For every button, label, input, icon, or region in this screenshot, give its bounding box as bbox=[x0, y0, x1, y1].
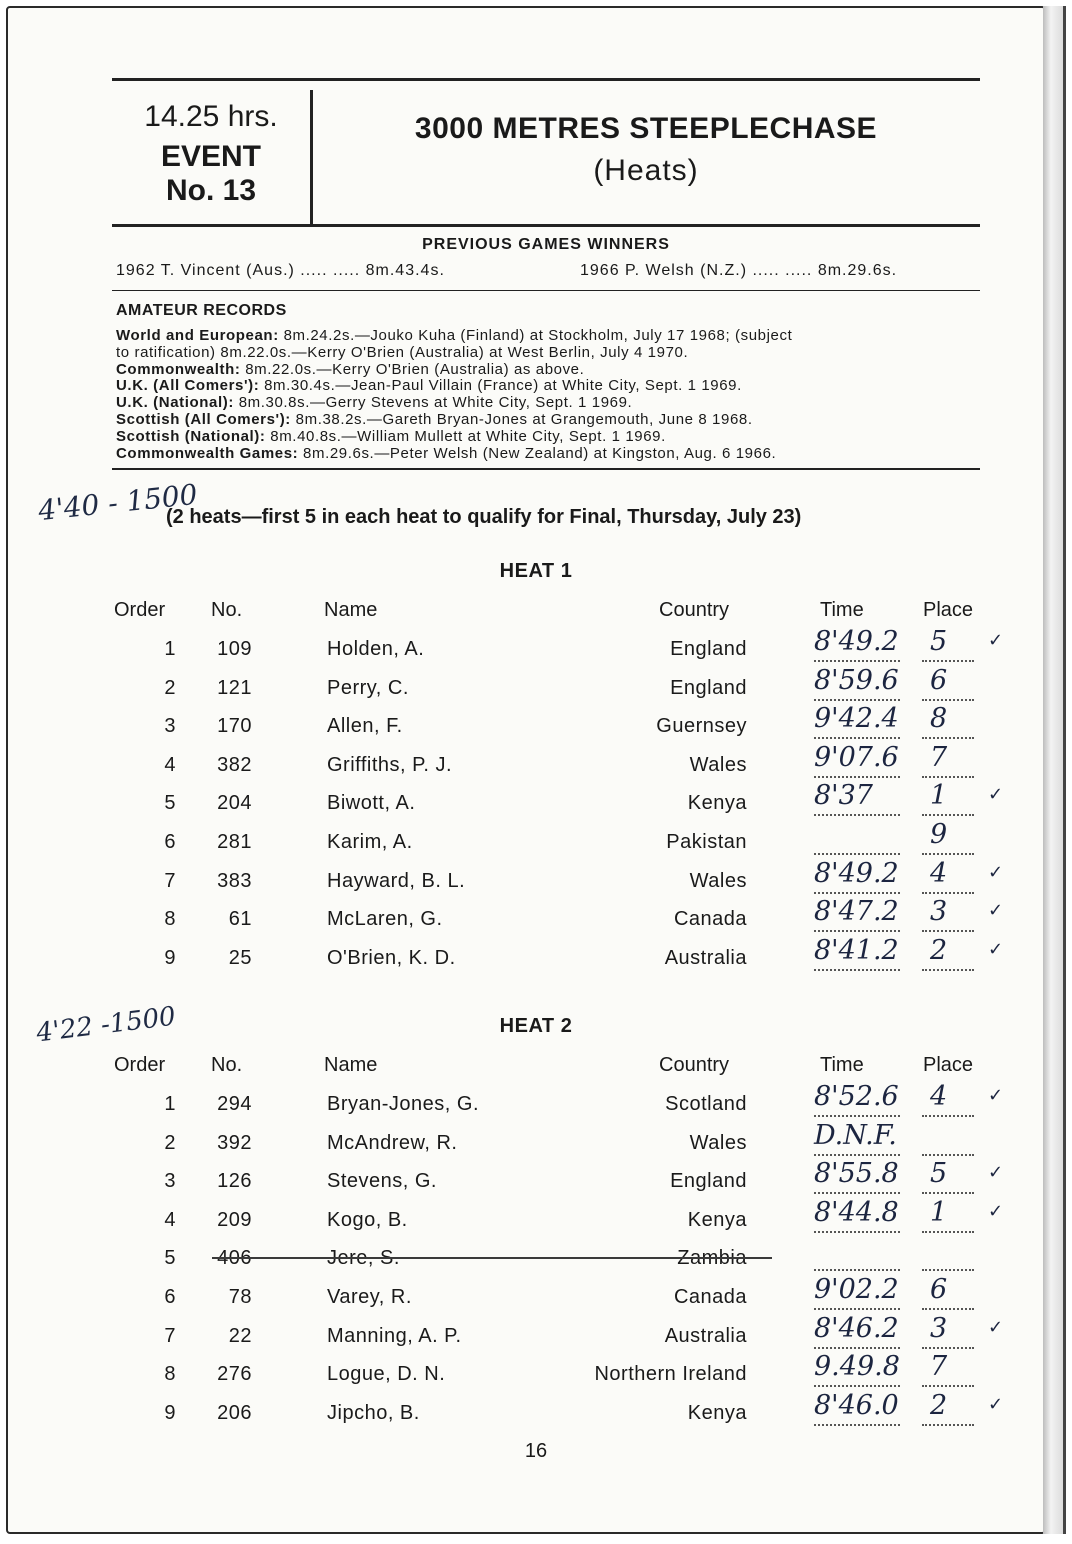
time-entry-line bbox=[814, 737, 900, 739]
row-name: Varey, R. bbox=[327, 1286, 412, 1308]
check-icon: ✓ bbox=[988, 630, 1004, 651]
row-number: 276 bbox=[217, 1363, 252, 1386]
handwritten-place: 3 bbox=[930, 1312, 948, 1344]
row-country: Kenya bbox=[687, 1401, 747, 1424]
qualify-note: (2 heats—first 5 in each heat to qualify for Final, Thursday, July 23) bbox=[166, 506, 802, 528]
row-order: 8 bbox=[164, 1363, 176, 1386]
previous-winners-heading: PREVIOUS GAMES WINNERS bbox=[422, 236, 670, 253]
row-number: 209 bbox=[217, 1208, 252, 1231]
time-entry-line bbox=[814, 814, 900, 816]
row-number: 294 bbox=[217, 1093, 252, 1115]
row-order: 2 bbox=[164, 676, 176, 699]
place-entry-line bbox=[922, 1308, 974, 1310]
row-name: Griffiths, P. J. bbox=[327, 753, 453, 776]
row-order: 8 bbox=[164, 908, 176, 931]
row-country: Northern Ireland bbox=[594, 1363, 747, 1386]
place-entry-line bbox=[922, 699, 974, 701]
column-header-time: Time bbox=[820, 1054, 864, 1076]
time-entry-line bbox=[814, 776, 900, 778]
check-icon: ✓ bbox=[988, 1200, 1004, 1222]
row-name: Bryan-Jones, G. bbox=[327, 1093, 480, 1115]
place-entry-line bbox=[922, 814, 974, 816]
record-text: 8m.29.6s.—Peter Welsh (New Zealand) at Kingston, Aug. 6 1966. bbox=[298, 444, 777, 462]
record-line bbox=[116, 362, 584, 378]
row-number: 204 bbox=[217, 792, 252, 815]
handwritten-place: 5 bbox=[930, 1158, 948, 1190]
top-rule bbox=[112, 78, 980, 81]
record-label: U.K. (All Comers'): bbox=[116, 377, 260, 395]
row-number: 206 bbox=[217, 1401, 252, 1424]
row-order: 6 bbox=[164, 1286, 176, 1308]
row-country: Zambia bbox=[677, 1247, 747, 1270]
row-order: 2 bbox=[164, 1131, 176, 1154]
row-number: 78 bbox=[228, 1286, 252, 1308]
record-label: Scottish (All Comers'): bbox=[116, 411, 291, 428]
column-header-place: Place bbox=[923, 599, 974, 621]
row-name: Karim, A. bbox=[327, 831, 413, 853]
time-entry-line bbox=[814, 1269, 900, 1271]
row-country: Canada bbox=[673, 908, 747, 931]
record-line bbox=[116, 345, 688, 361]
event-label: EVENT bbox=[160, 140, 262, 173]
place-entry-line bbox=[922, 969, 974, 971]
previous-winner-1966: 1966 P. Welsh (N.Z.) ..... ..... 8m.29.6s. bbox=[580, 262, 898, 279]
record-text: 8m.22.0s.—Kerry O'Brien (Australia) as above. bbox=[240, 360, 585, 378]
record-text: 8m.30.8s.—Gerry Stevens at White City, Sept. 1 1969. bbox=[233, 394, 633, 412]
time-entry-line bbox=[814, 699, 900, 701]
row-number: 121 bbox=[217, 676, 252, 699]
record-label: Commonwealth Games: bbox=[116, 444, 299, 462]
check-icon: ✓ bbox=[988, 1393, 1004, 1415]
handwritten-place: 1 bbox=[930, 1196, 948, 1228]
handwritten-note-heat2: 4'22 -1500 bbox=[34, 1001, 178, 1049]
time-entry-line bbox=[814, 930, 900, 932]
row-name: Kogo, B. bbox=[327, 1208, 408, 1231]
record-line bbox=[116, 429, 666, 445]
row-number: 109 bbox=[217, 638, 252, 660]
row-name: Stevens, G. bbox=[327, 1170, 437, 1193]
event-subtitle: (Heats) bbox=[593, 154, 699, 187]
handwritten-place: 5 bbox=[930, 626, 948, 657]
row-country: Wales bbox=[689, 1131, 747, 1154]
row-country: England bbox=[670, 1170, 747, 1193]
row-country: Guernsey bbox=[656, 715, 747, 738]
row-number: 170 bbox=[217, 715, 252, 738]
row-order: 4 bbox=[164, 753, 176, 776]
column-header-time: Time bbox=[820, 599, 864, 621]
place-entry-line bbox=[922, 737, 974, 739]
column-header-country: Country bbox=[659, 599, 730, 621]
record-text: 8m.38.2s.—Gareth Bryan-Jones at Grangemouth, June 8 1968. bbox=[290, 411, 753, 428]
handwritten-place: 2 bbox=[930, 934, 948, 966]
time-entry-line bbox=[814, 1385, 900, 1387]
row-country: Kenya bbox=[687, 1208, 747, 1231]
handwritten-time: 8'49.2 bbox=[814, 857, 899, 889]
row-number: 392 bbox=[217, 1131, 252, 1154]
handwritten-time: 8'55.8 bbox=[814, 1158, 899, 1190]
place-entry-line bbox=[922, 776, 974, 778]
handwritten-place: 7 bbox=[930, 1351, 948, 1383]
row-order: 1 bbox=[164, 638, 176, 660]
row-number: 22 bbox=[228, 1324, 252, 1347]
previous-winner-1962: 1962 T. Vincent (Aus.) ..... ..... 8m.43.4s. bbox=[116, 262, 445, 279]
row-country: Wales bbox=[689, 753, 747, 776]
event-time-box bbox=[112, 90, 313, 226]
time-entry-line bbox=[814, 1231, 900, 1233]
place-entry-line bbox=[922, 853, 974, 855]
row-country: Australia bbox=[664, 946, 747, 969]
place-entry-line bbox=[922, 1154, 974, 1156]
record-line bbox=[116, 378, 742, 394]
record-label: World and European: bbox=[116, 327, 279, 344]
row-name: Manning, A. P. bbox=[327, 1324, 462, 1347]
handwritten-time: 8'46.0 bbox=[814, 1389, 899, 1421]
row-order: 6 bbox=[164, 831, 176, 853]
event-time: 14.25 hrs. bbox=[144, 100, 278, 133]
place-entry-line bbox=[922, 892, 974, 894]
time-entry-line bbox=[814, 1115, 900, 1117]
time-entry-line bbox=[814, 892, 900, 894]
handwritten-time: 9.49.8 bbox=[814, 1351, 900, 1383]
column-header-place: Place bbox=[923, 1054, 974, 1076]
record-line bbox=[116, 395, 632, 411]
records-heading: AMATEUR RECORDS bbox=[116, 302, 287, 319]
time-entry-line bbox=[814, 969, 900, 971]
check-icon: ✓ bbox=[988, 784, 1004, 806]
check-icon: ✓ bbox=[988, 938, 1004, 960]
place-entry-line bbox=[922, 930, 974, 932]
handwritten-time: 8'59.6 bbox=[814, 664, 899, 696]
handwritten-note-heat1: 4'40 - 1500 bbox=[36, 477, 199, 528]
time-entry-line bbox=[814, 660, 900, 662]
handwritten-time: 8'52.6 bbox=[814, 1081, 899, 1112]
column-header-name: Name bbox=[324, 599, 378, 621]
column-header-country: Country bbox=[659, 1054, 730, 1076]
handwritten-time: 9'02.2 bbox=[814, 1274, 899, 1305]
row-name: Perry, C. bbox=[327, 676, 409, 699]
row-order: 9 bbox=[164, 946, 176, 969]
row-name: Jere, S. bbox=[327, 1247, 400, 1270]
row-number: 61 bbox=[228, 908, 252, 931]
row-number: 281 bbox=[217, 831, 252, 853]
row-order: 1 bbox=[164, 1093, 176, 1115]
row-number: 382 bbox=[217, 753, 252, 776]
record-line bbox=[116, 328, 792, 344]
record-label: Scottish (National): bbox=[116, 427, 266, 445]
row-name: O'Brien, K. D. bbox=[327, 946, 456, 969]
place-entry-line bbox=[922, 1192, 974, 1194]
handwritten-time: 8'47.2 bbox=[814, 896, 899, 928]
row-country: Scotland bbox=[665, 1093, 747, 1115]
row-country: England bbox=[670, 676, 747, 699]
row-order: 5 bbox=[164, 792, 176, 815]
row-name: Hayward, B. L. bbox=[327, 869, 466, 892]
handwritten-time: D.N.F. bbox=[814, 1119, 897, 1151]
place-entry-line bbox=[922, 1347, 974, 1349]
handwritten-place: 7 bbox=[930, 741, 948, 773]
record-label: Commonwealth: bbox=[116, 360, 241, 378]
handwritten-place: 6 bbox=[930, 1274, 948, 1305]
records-rule bbox=[112, 468, 980, 470]
row-number: 383 bbox=[217, 869, 252, 892]
winners-rule bbox=[112, 290, 980, 291]
handwritten-time: 8'46.2 bbox=[814, 1312, 899, 1344]
handwritten-time: 8'41.2 bbox=[814, 934, 899, 966]
time-entry-line bbox=[814, 1308, 900, 1310]
row-order: 9 bbox=[164, 1401, 176, 1424]
row-name: Logue, D. N. bbox=[327, 1363, 446, 1386]
strike-through-line bbox=[212, 1257, 772, 1259]
row-number: 25 bbox=[228, 946, 252, 969]
check-icon: ✓ bbox=[988, 1085, 1004, 1106]
handwritten-place: 3 bbox=[930, 896, 948, 928]
handwritten-place: 4 bbox=[930, 857, 948, 889]
place-entry-line bbox=[922, 1231, 974, 1233]
handwritten-place: 6 bbox=[930, 664, 948, 696]
check-icon: ✓ bbox=[988, 900, 1004, 922]
handwritten-time: 8'37 bbox=[814, 780, 873, 812]
column-header-order: Order bbox=[114, 599, 166, 621]
check-icon: ✓ bbox=[988, 1162, 1004, 1184]
handwritten-time: 9'07.6 bbox=[814, 741, 899, 773]
time-entry-line bbox=[814, 853, 900, 855]
event-title: 3000 METRES STEEPLECHASE bbox=[414, 112, 878, 145]
row-name: McLaren, G. bbox=[327, 908, 443, 931]
heat-title: HEAT 1 bbox=[499, 560, 573, 582]
row-country: Kenya bbox=[687, 792, 747, 815]
row-country: Wales bbox=[689, 869, 747, 892]
row-name: Jipcho, B. bbox=[327, 1401, 420, 1424]
record-text: to ratification) 8m.22.0s.—Kerry O'Brien (Australia) at West Berlin, July 4 1970. bbox=[116, 343, 689, 361]
column-header-no: No. bbox=[211, 599, 243, 621]
record-label: U.K. (National): bbox=[116, 394, 234, 412]
row-country: Pakistan bbox=[666, 831, 747, 853]
time-entry-line bbox=[814, 1192, 900, 1194]
handwritten-time: 8'44.8 bbox=[814, 1196, 899, 1228]
handwritten-place: 8 bbox=[930, 703, 948, 735]
place-entry-line bbox=[922, 1424, 974, 1426]
row-order: 7 bbox=[164, 1324, 176, 1347]
heat-title: HEAT 2 bbox=[499, 1015, 573, 1037]
place-entry-line bbox=[922, 1115, 974, 1117]
event-number: No. 13 bbox=[165, 174, 257, 207]
record-text: 8m.30.4s.—Jean-Paul Villain (France) at White City, Sept. 1 1969. bbox=[259, 377, 742, 395]
row-order: 3 bbox=[164, 1170, 176, 1193]
time-entry-line bbox=[814, 1347, 900, 1349]
row-country: Canada bbox=[673, 1286, 747, 1308]
record-text: 8m.40.8s.—William Mullett at White City, Sept. 1 1969. bbox=[265, 427, 666, 445]
header-bottom-rule bbox=[112, 224, 980, 227]
check-icon: ✓ bbox=[988, 861, 1004, 883]
row-name: Holden, A. bbox=[327, 638, 425, 660]
row-name: Biwott, A. bbox=[327, 792, 416, 815]
handwritten-place: 9 bbox=[930, 819, 948, 850]
row-country: Australia bbox=[664, 1324, 747, 1347]
column-header-name: Name bbox=[324, 1054, 378, 1076]
column-header-order: Order bbox=[114, 1054, 166, 1076]
handwritten-time: 8'49.2 bbox=[814, 626, 899, 657]
row-name: McAndrew, R. bbox=[327, 1131, 458, 1154]
handwritten-place: 2 bbox=[930, 1389, 948, 1421]
event-header bbox=[112, 90, 980, 226]
row-order: 3 bbox=[164, 715, 176, 738]
place-entry-line bbox=[922, 1385, 974, 1387]
record-line bbox=[116, 446, 776, 462]
row-number: 126 bbox=[217, 1170, 252, 1193]
column-header-no: No. bbox=[211, 1054, 243, 1076]
row-name: Allen, F. bbox=[327, 715, 403, 738]
row-country: England bbox=[670, 638, 747, 660]
time-entry-line bbox=[814, 1154, 900, 1156]
row-order: 7 bbox=[164, 869, 176, 892]
handwritten-place: 4 bbox=[930, 1081, 948, 1112]
place-entry-line bbox=[922, 1269, 974, 1271]
page-number: 16 bbox=[524, 1440, 548, 1462]
check-icon: ✓ bbox=[988, 1316, 1004, 1338]
time-entry-line bbox=[814, 1424, 900, 1426]
record-text: 8m.24.2s.—Jouko Kuha (Finland) at Stockholm, July 17 1968; (subject bbox=[278, 327, 793, 344]
record-line bbox=[116, 412, 753, 428]
event-title-box bbox=[312, 90, 980, 226]
row-order: 5 bbox=[164, 1247, 176, 1270]
handwritten-time: 9'42.4 bbox=[814, 703, 899, 735]
row-order: 4 bbox=[164, 1208, 176, 1231]
row-number: 406 bbox=[217, 1247, 252, 1270]
page-spine bbox=[1043, 6, 1066, 1534]
handwritten-place: 1 bbox=[930, 780, 948, 812]
place-entry-line bbox=[922, 660, 974, 662]
